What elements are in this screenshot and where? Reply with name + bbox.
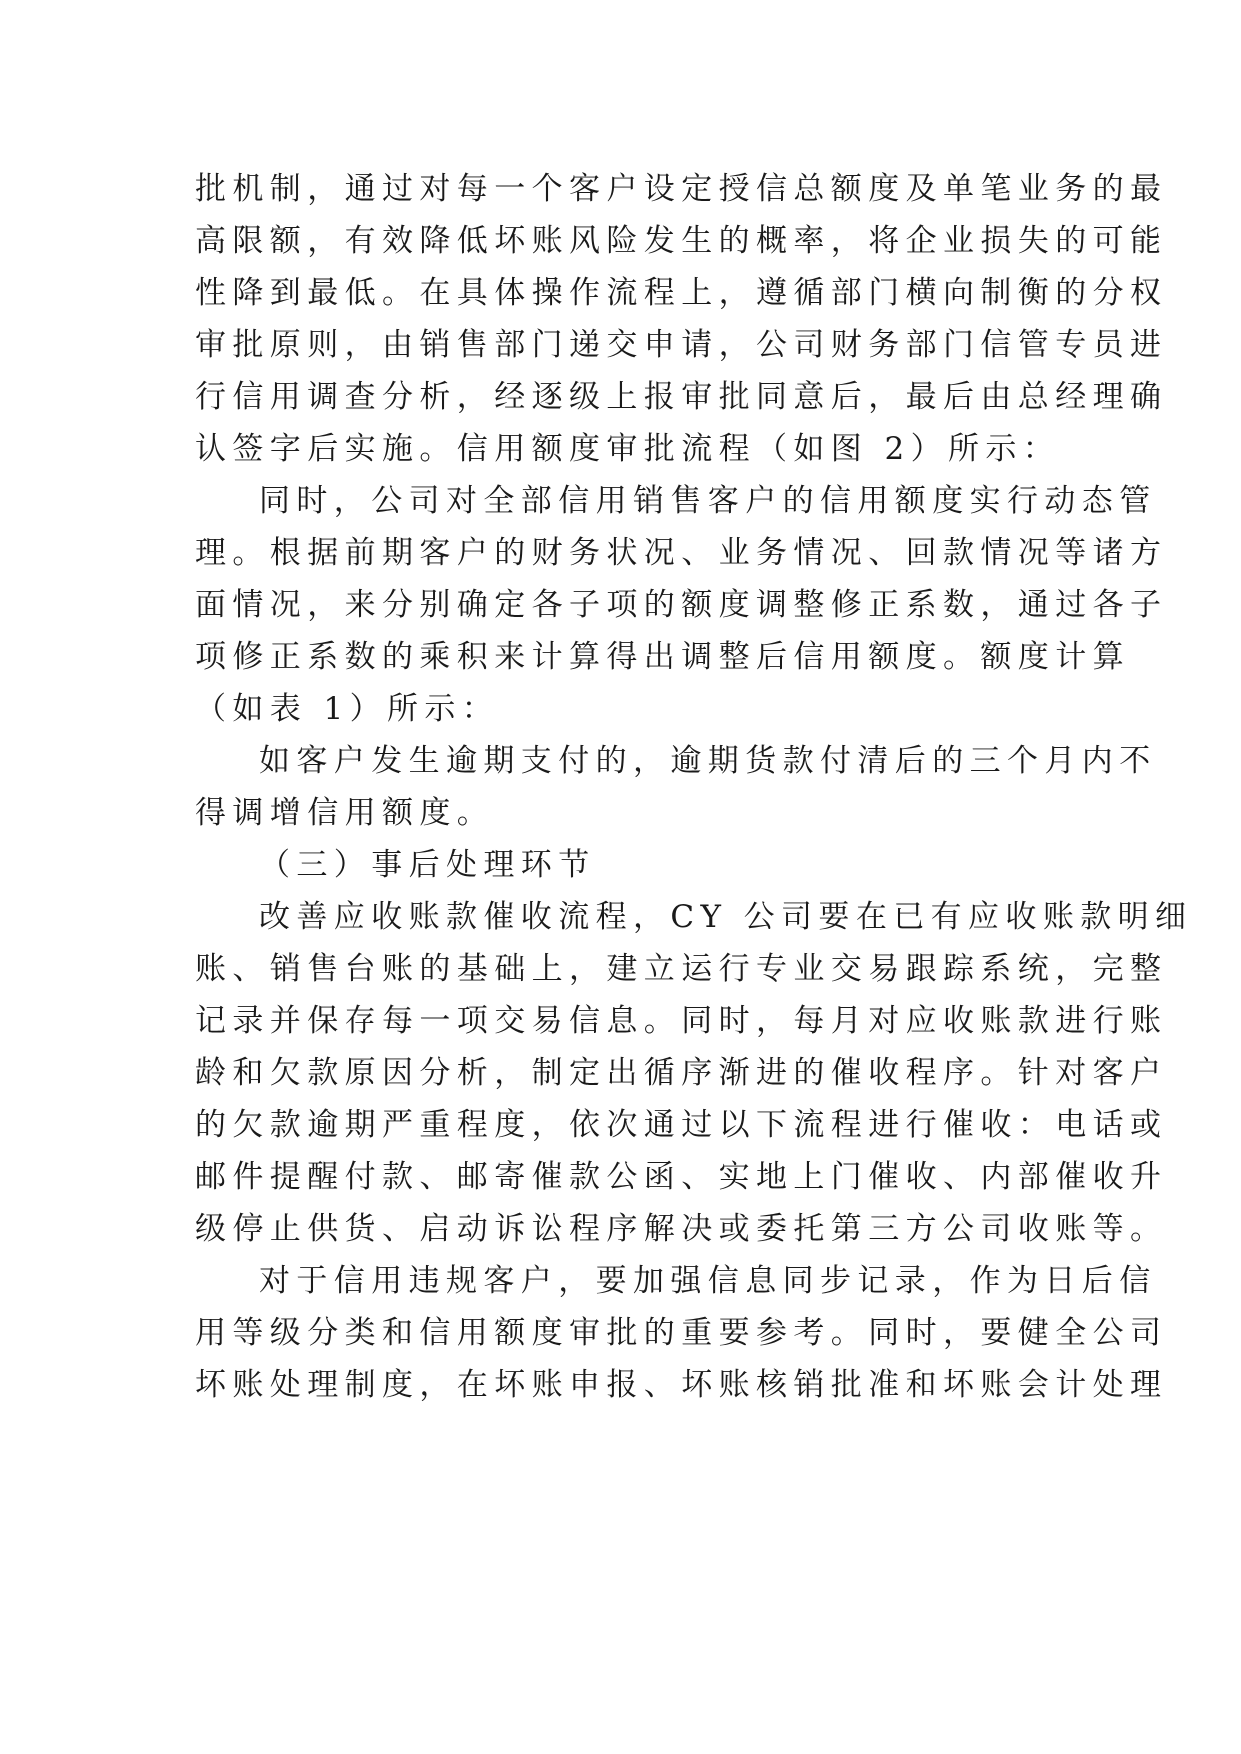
paragraph-start-line: 同时，公司对全部信用销售客户的信用额度实行动态管 (259, 483, 1157, 519)
text-line: 用等级分类和信用额度审批的重要参考。同时，要健全公司 (195, 1315, 1168, 1351)
text-line: 邮件提醒付款、邮寄催款公函、实地上门催收、内部催收升 (195, 1159, 1168, 1195)
text-line: 级停止供货、启动诉讼程序解决或委托第三方公司收账等。 (195, 1211, 1168, 1247)
text-line: 批机制，通过对每一个客户设定授信总额度及单笔业务的最 (195, 171, 1168, 207)
text-line: 行信用调查分析，经逐级上报审批同意后，最后由总经理确 (195, 379, 1168, 415)
text-line: 账、销售台账的基础上，建立运行专业交易跟踪系统，完整 (195, 951, 1168, 987)
paragraph-start-line: 改善应收账款催收流程，CY 公司要在已有应收账款明细 (259, 899, 1193, 935)
text-line: 性降到最低。在具体操作流程上，遵循部门横向制衡的分权 (195, 275, 1168, 311)
text-line: 坏账处理制度，在坏账申报、坏账核销批准和坏账会计处理 (195, 1367, 1168, 1403)
paragraph-start-line: 如客户发生逾期支付的，逾期货款付清后的三个月内不 (259, 743, 1157, 779)
text-line: 的欠款逾期严重程度，依次通过以下流程进行催收：电话或 (195, 1107, 1168, 1143)
section-heading: （三）事后处理环节 (259, 847, 596, 883)
text-line: 审批原则，由销售部门递交申请，公司财务部门信管专员进 (195, 327, 1168, 363)
body-text (195, 163, 1193, 1411)
text-line: 认签字后实施。信用额度审批流程（如图 2）所示： (195, 431, 1061, 467)
text-line: 项修正系数的乘积来计算得出调整后信用额度。额度计算 (195, 639, 1130, 675)
text-line: 面情况，来分别确定各子项的额度调整修正系数，通过各子 (195, 587, 1168, 623)
text-line: 高限额，有效降低坏账风险发生的概率，将企业损失的可能 (195, 223, 1168, 259)
text-line: 龄和欠款原因分析，制定出循序渐进的催收程序。针对客户 (195, 1055, 1168, 1091)
text-line: 记录并保存每一项交易信息。同时，每月对应收账款进行账 (195, 1003, 1168, 1039)
text-line: 得调增信用额度。 (195, 795, 495, 831)
text-line: （如表 1）所示： (195, 691, 500, 727)
text-line: 理。根据前期客户的财务状况、业务情况、回款情况等诸方 (195, 535, 1168, 571)
paragraph-start-line: 对于信用违规客户，要加强信息同步记录，作为日后信 (259, 1263, 1157, 1299)
